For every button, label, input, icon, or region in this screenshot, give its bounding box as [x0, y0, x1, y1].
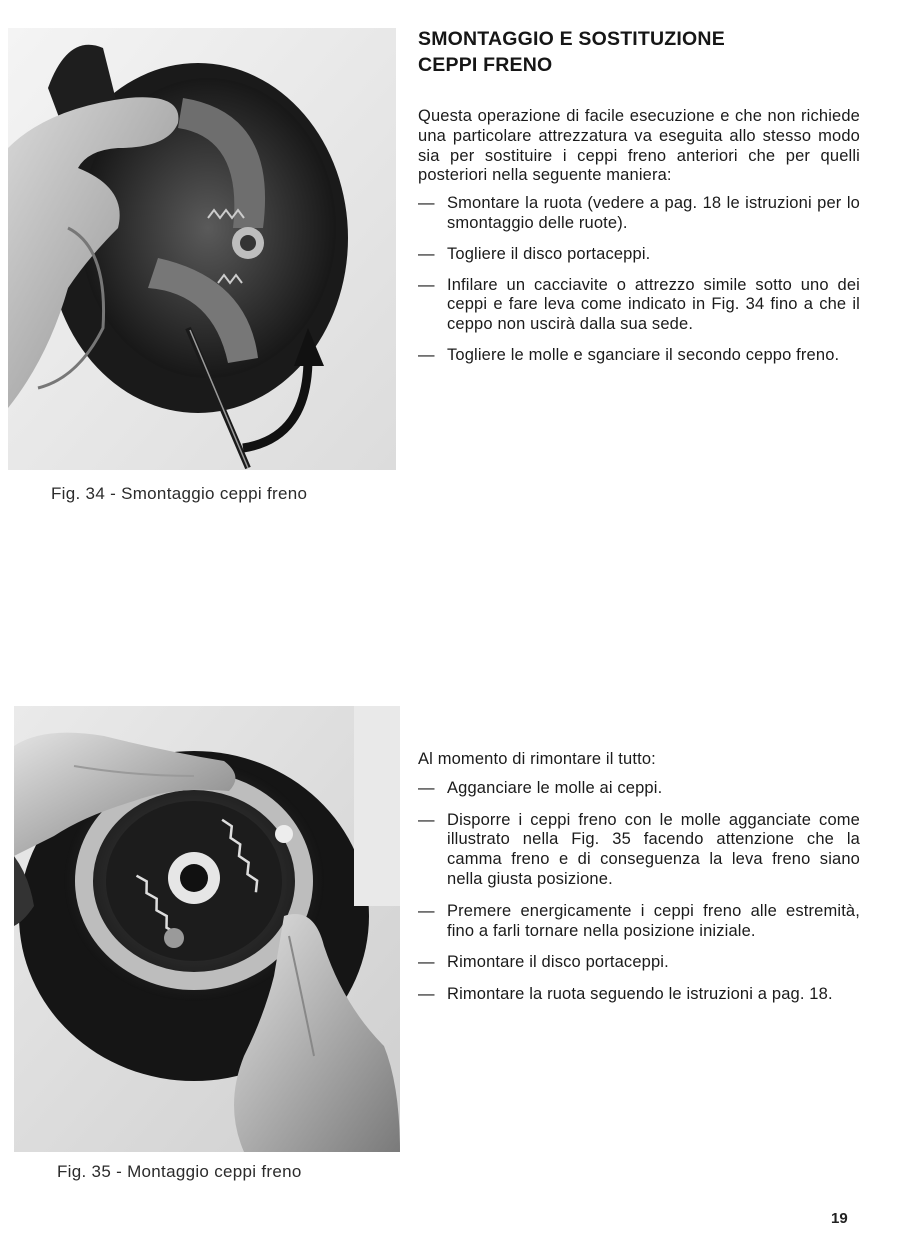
figure-35-caption: Fig. 35 - Montaggio ceppi freno — [57, 1162, 302, 1181]
list-item-text: Disporre i ceppi freno con le molle agganciate come illustrato nella Fig. 35 facendo attenzione che la camma freno e di conseguenza la leva freno siano nella giusta posizione. — [447, 810, 860, 888]
list-item-text: Agganciare le molle ai ceppi. — [447, 778, 663, 797]
intro-paragraph: Al momento di rimontare il tutto: — [418, 750, 656, 768]
list-item — [418, 902, 860, 942]
list-item-text: Premere energicamente i ceppi freno alle estremità, fino a farli tornare nella posizione iniziale. — [447, 901, 860, 940]
figure-35-photo — [14, 706, 400, 1152]
page-number: 19 — [831, 1210, 848, 1227]
dash-bullet: — — [418, 275, 435, 294]
figure-34-photo — [8, 28, 396, 470]
list-item-text: Rimontare il disco portaceppi. — [447, 953, 669, 972]
list-item — [418, 985, 860, 1005]
reassembly-instructions — [418, 750, 860, 1017]
figure-34-caption: Fig. 34 - Smontaggio ceppi freno — [51, 484, 308, 503]
dash-bullet: — — [418, 345, 435, 364]
heading-line-1: SMONTAGGIO E SOSTITUZIONE — [418, 28, 725, 50]
heading-line-2: CEPPI FRENO — [418, 54, 553, 76]
dash-bullet: — — [418, 778, 435, 797]
list-item-text: Togliere il disco portaceppi. — [447, 244, 651, 263]
list-item — [418, 779, 860, 799]
section-heading — [418, 26, 725, 78]
intro-paragraph: Questa operazione di facile esecuzione e che non richiede una particolare attrezzatura va eseguita allo stesso modo sia per sostituire i ceppi freno anteriori che per quelli posteriori nella seguente maniera: — [418, 107, 860, 185]
dash-bullet: — — [418, 985, 435, 1004]
dash-bullet: — — [418, 244, 435, 263]
dash-bullet: — — [418, 953, 435, 972]
dash-bullet: — — [418, 194, 435, 213]
list-item — [418, 194, 860, 234]
list-item-text: Smontare la ruota (vedere a pag. 18 le istruzioni per lo smontaggio delle ruote). — [447, 194, 860, 232]
brake-shoe-assembly-image — [14, 706, 400, 1152]
list-item — [418, 953, 860, 973]
list-item — [418, 811, 860, 890]
list-item — [418, 276, 860, 335]
disassembly-instructions — [418, 107, 860, 377]
list-item-text: Rimontare la ruota seguendo le istruzioni a pag. 18. — [447, 985, 833, 1004]
brake-shoe-removal-image — [8, 28, 396, 470]
list-item-text: Infilare un cacciavite o attrezzo simile sotto uno dei ceppi e fare leva come indicato in Fig. 34 fino a che il ceppo non uscirà dalla sua sede. — [447, 275, 860, 334]
list-item-text: Togliere le molle e sganciare il secondo ceppo freno. — [447, 345, 840, 364]
list-item — [418, 245, 860, 265]
dash-bullet: — — [418, 810, 435, 829]
dash-bullet: — — [418, 901, 435, 920]
list-item — [418, 346, 860, 366]
